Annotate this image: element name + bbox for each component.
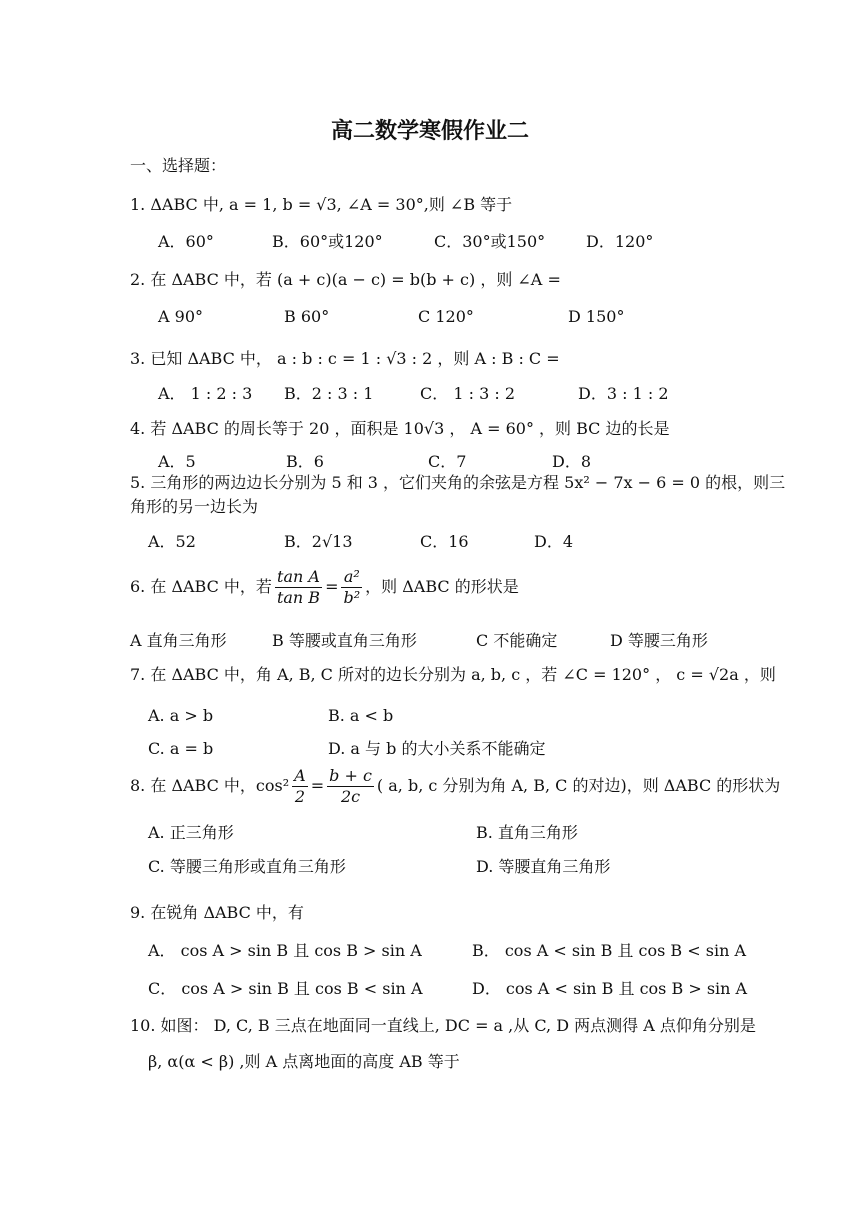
question-6-option-c: C 不能确定 [476,631,558,650]
question-4-option-d: D．8 [552,452,592,471]
question-6-stem [130,567,519,608]
question-5-option-d: D．4 [534,532,574,551]
question-2-option-a: A 90° [158,307,203,326]
question-8-option-c: C. 等腰三角形或直角三角形 [148,857,346,876]
question-4-stem: 4. 若 ΔABC 的周长等于 20 ，面积是 10√3 ， A = 60° ，则 BC 边的长是 [130,419,670,438]
question-10-stem-line-2: β, α(α < β) ,则 A 点离地面的高度 AB 等于 [148,1052,460,1071]
question-9-stem: 9. 在锐角 ΔABC 中，有 [130,903,304,922]
question-5-stem-line-2: 角形的另一边长为 [130,497,259,516]
question-2-option-c: C 120° [418,307,474,326]
question-2-stem: 2. 在 ΔABC 中，若 (a + c)(a − c) = b(b + c) ，则 ∠A = [130,270,561,289]
question-5-stem-line-1: 5. 三角形的两边边长分别为 5 和 3 ，它们夹角的余弦是方程 5x² − 7x − 6 = 0 的根，则三 [130,473,786,492]
question-6-equals: = [325,577,339,596]
question-6-fraction-tan-numerator: tan A [275,567,322,588]
question-6-prefix: 6. 在 ΔABC 中，若 [130,577,272,596]
page-title: 高二数学寒假作业二 [330,119,529,144]
question-9-option-b: B． cos A < sin B 且 cos B < sin A [472,941,747,960]
question-8-stem [130,766,780,807]
question-8-fraction-half-angle-denominator: 2 [294,787,306,806]
question-1-option-a: A．60° [158,232,214,251]
question-7-option-b: B. a < b [328,706,394,725]
question-5-option-b: B．2√13 [284,532,353,551]
question-8-fraction-sides-numerator: b + c [329,766,372,785]
question-6-option-d: D 等腰三角形 [610,631,708,650]
question-1-option-c: C．30°或150° [434,232,546,251]
question-8-option-b: B. 直角三角形 [476,823,578,842]
question-7-stem: 7. 在 ΔABC 中，角 A, B, C 所对的边长分别为 a, b, c ，若 ∠C = 120° ， c = √2a ，则 [130,665,776,684]
question-1-option-b: B．60°或120° [272,232,383,251]
question-3-stem: 3. 已知 ΔABC 中， a : b : c = 1 : √3 : 2 ，则 A : B : C = [130,349,560,368]
question-8-fraction-sides-denominator: 2c [340,787,361,806]
question-8-suffix: ( a, b, c 分别为角 A, B, C 的对边)，则 ΔABC 的形状为 [376,776,781,795]
question-1-option-d: D．120° [586,232,654,251]
question-6-option-a: A 直角三角形 [130,631,227,650]
question-2-option-d: D 150° [568,307,625,326]
question-8-equals: = [310,776,325,795]
question-7-option-d: D. a 与 b 的大小关系不能确定 [328,739,546,758]
question-6-fraction-tan [275,567,322,608]
question-10-stem-line-1: 10. 如图： D, C, B 三点在地面同一直线上, DC = a ,从 C, D 两点测得 A 点仰角分别是 [130,1016,756,1035]
question-7-option-c: C. a = b [148,739,214,758]
question-3-option-c: C． 1 : 3 : 2 [420,384,515,403]
question-4-option-c: C．7 [428,452,467,471]
question-5-option-c: C．16 [420,532,469,551]
question-9-option-a: A． cos A > sin B 且 cos B > sin A [148,941,422,960]
question-6-option-b: B 等腰或直角三角形 [272,631,417,650]
question-3-option-d: D．3 : 1 : 2 [578,384,669,403]
question-4-option-a: A．5 [158,452,196,471]
question-6-suffix: ，则 ΔABC 的形状是 [365,577,519,596]
question-1-stem: 1. ΔABC 中, a = 1, b = √3, ∠A = 30°,则 ∠B 等于 [130,195,513,214]
question-8-fraction-sides [327,766,374,807]
question-6-fraction-sides [341,567,362,608]
question-9-option-d: D． cos A < sin B 且 cos B > sin A [472,979,748,998]
question-3-option-a: A． 1 : 2 : 3 [158,384,253,403]
question-6-fraction-sides-numerator: a² [341,567,362,588]
question-8-prefix: 8. 在 ΔABC 中，cos² [130,776,290,795]
question-2-option-b: B 60° [284,307,330,326]
question-9-option-c: C． cos A > sin B 且 cos B < sin A [148,979,423,998]
question-8-fraction-half-angle [292,766,308,807]
question-7-option-a: A. a > b [148,706,214,725]
question-6-fraction-tan-denominator: tan B [276,588,321,607]
section-heading: 一、选择题： [130,156,227,175]
question-5-option-a: A．52 [148,532,196,551]
question-6-fraction-sides-denominator: b² [343,588,361,607]
question-8-fraction-half-angle-numerator: A [294,766,306,785]
question-8-option-a: A. 正三角形 [148,823,234,842]
question-8-option-d: D. 等腰直角三角形 [476,857,611,876]
question-4-option-b: B．6 [286,452,324,471]
question-3-option-b: B．2 : 3 : 1 [284,384,374,403]
